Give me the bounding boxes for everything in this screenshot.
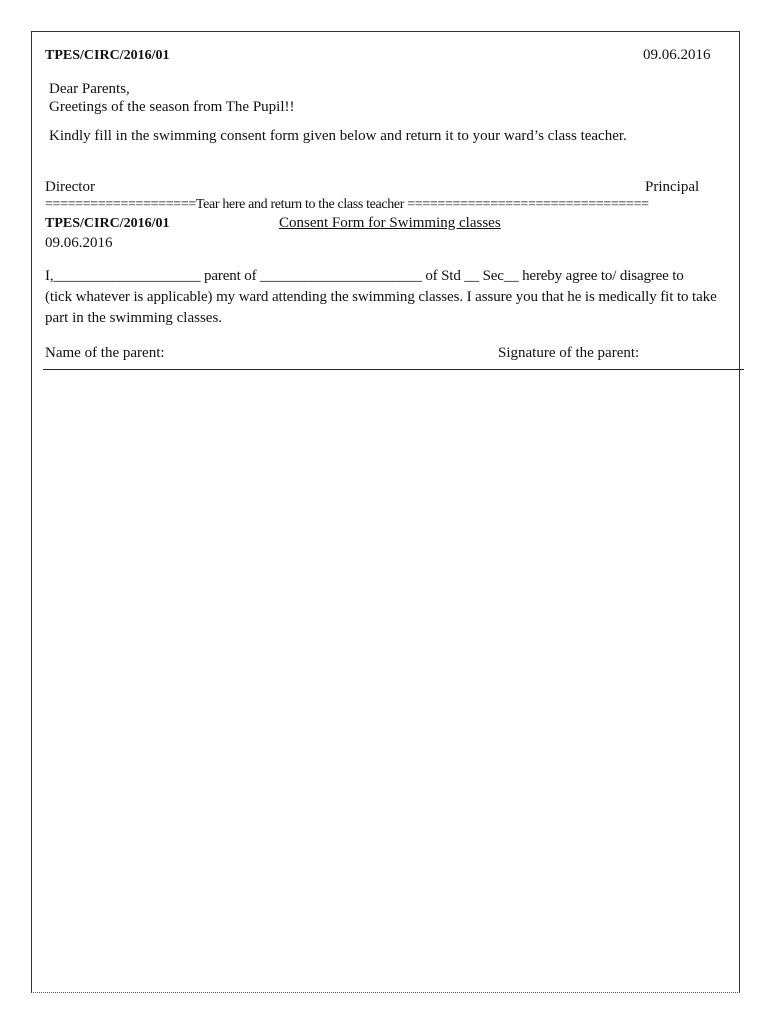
consent-line-1: I,____________________ parent of ______________________ of Std __ Sec__ hereby agree to/ disagree to [45,268,684,284]
parent-name-label: Name of the parent: [45,345,165,361]
page-frame [31,31,740,993]
consent-line-3: part in the swimming classes. [45,310,223,326]
form-title: Consent Form for Swimming classes [279,215,501,231]
circular-reference: TPES/CIRC/2016/01 [45,48,170,63]
parent-signature-label: Signature of the parent: [498,345,640,361]
director-signatory: Director [45,179,95,195]
form-reference: TPES/CIRC/2016/01 [45,216,170,231]
principal-signatory: Principal [645,179,700,195]
salutation: Dear Parents, [49,81,130,97]
instruction-text: Kindly fill in the swimming consent form given below and return it to your ward’s class teacher. [49,128,627,144]
tear-line: ====================Tear here and return to the class teacher ================================ [45,197,649,212]
consent-line-2: (tick whatever is applicable) my ward attending the swimming classes. I assure you that he is medically fit to take [45,289,717,305]
circular-date: 09.06.2016 [643,47,711,63]
greeting: Greetings of the season from The Pupil!! [49,99,295,115]
form-bottom-rule [43,369,744,370]
consent-paragraph [45,266,738,329]
form-date: 09.06.2016 [45,235,113,251]
